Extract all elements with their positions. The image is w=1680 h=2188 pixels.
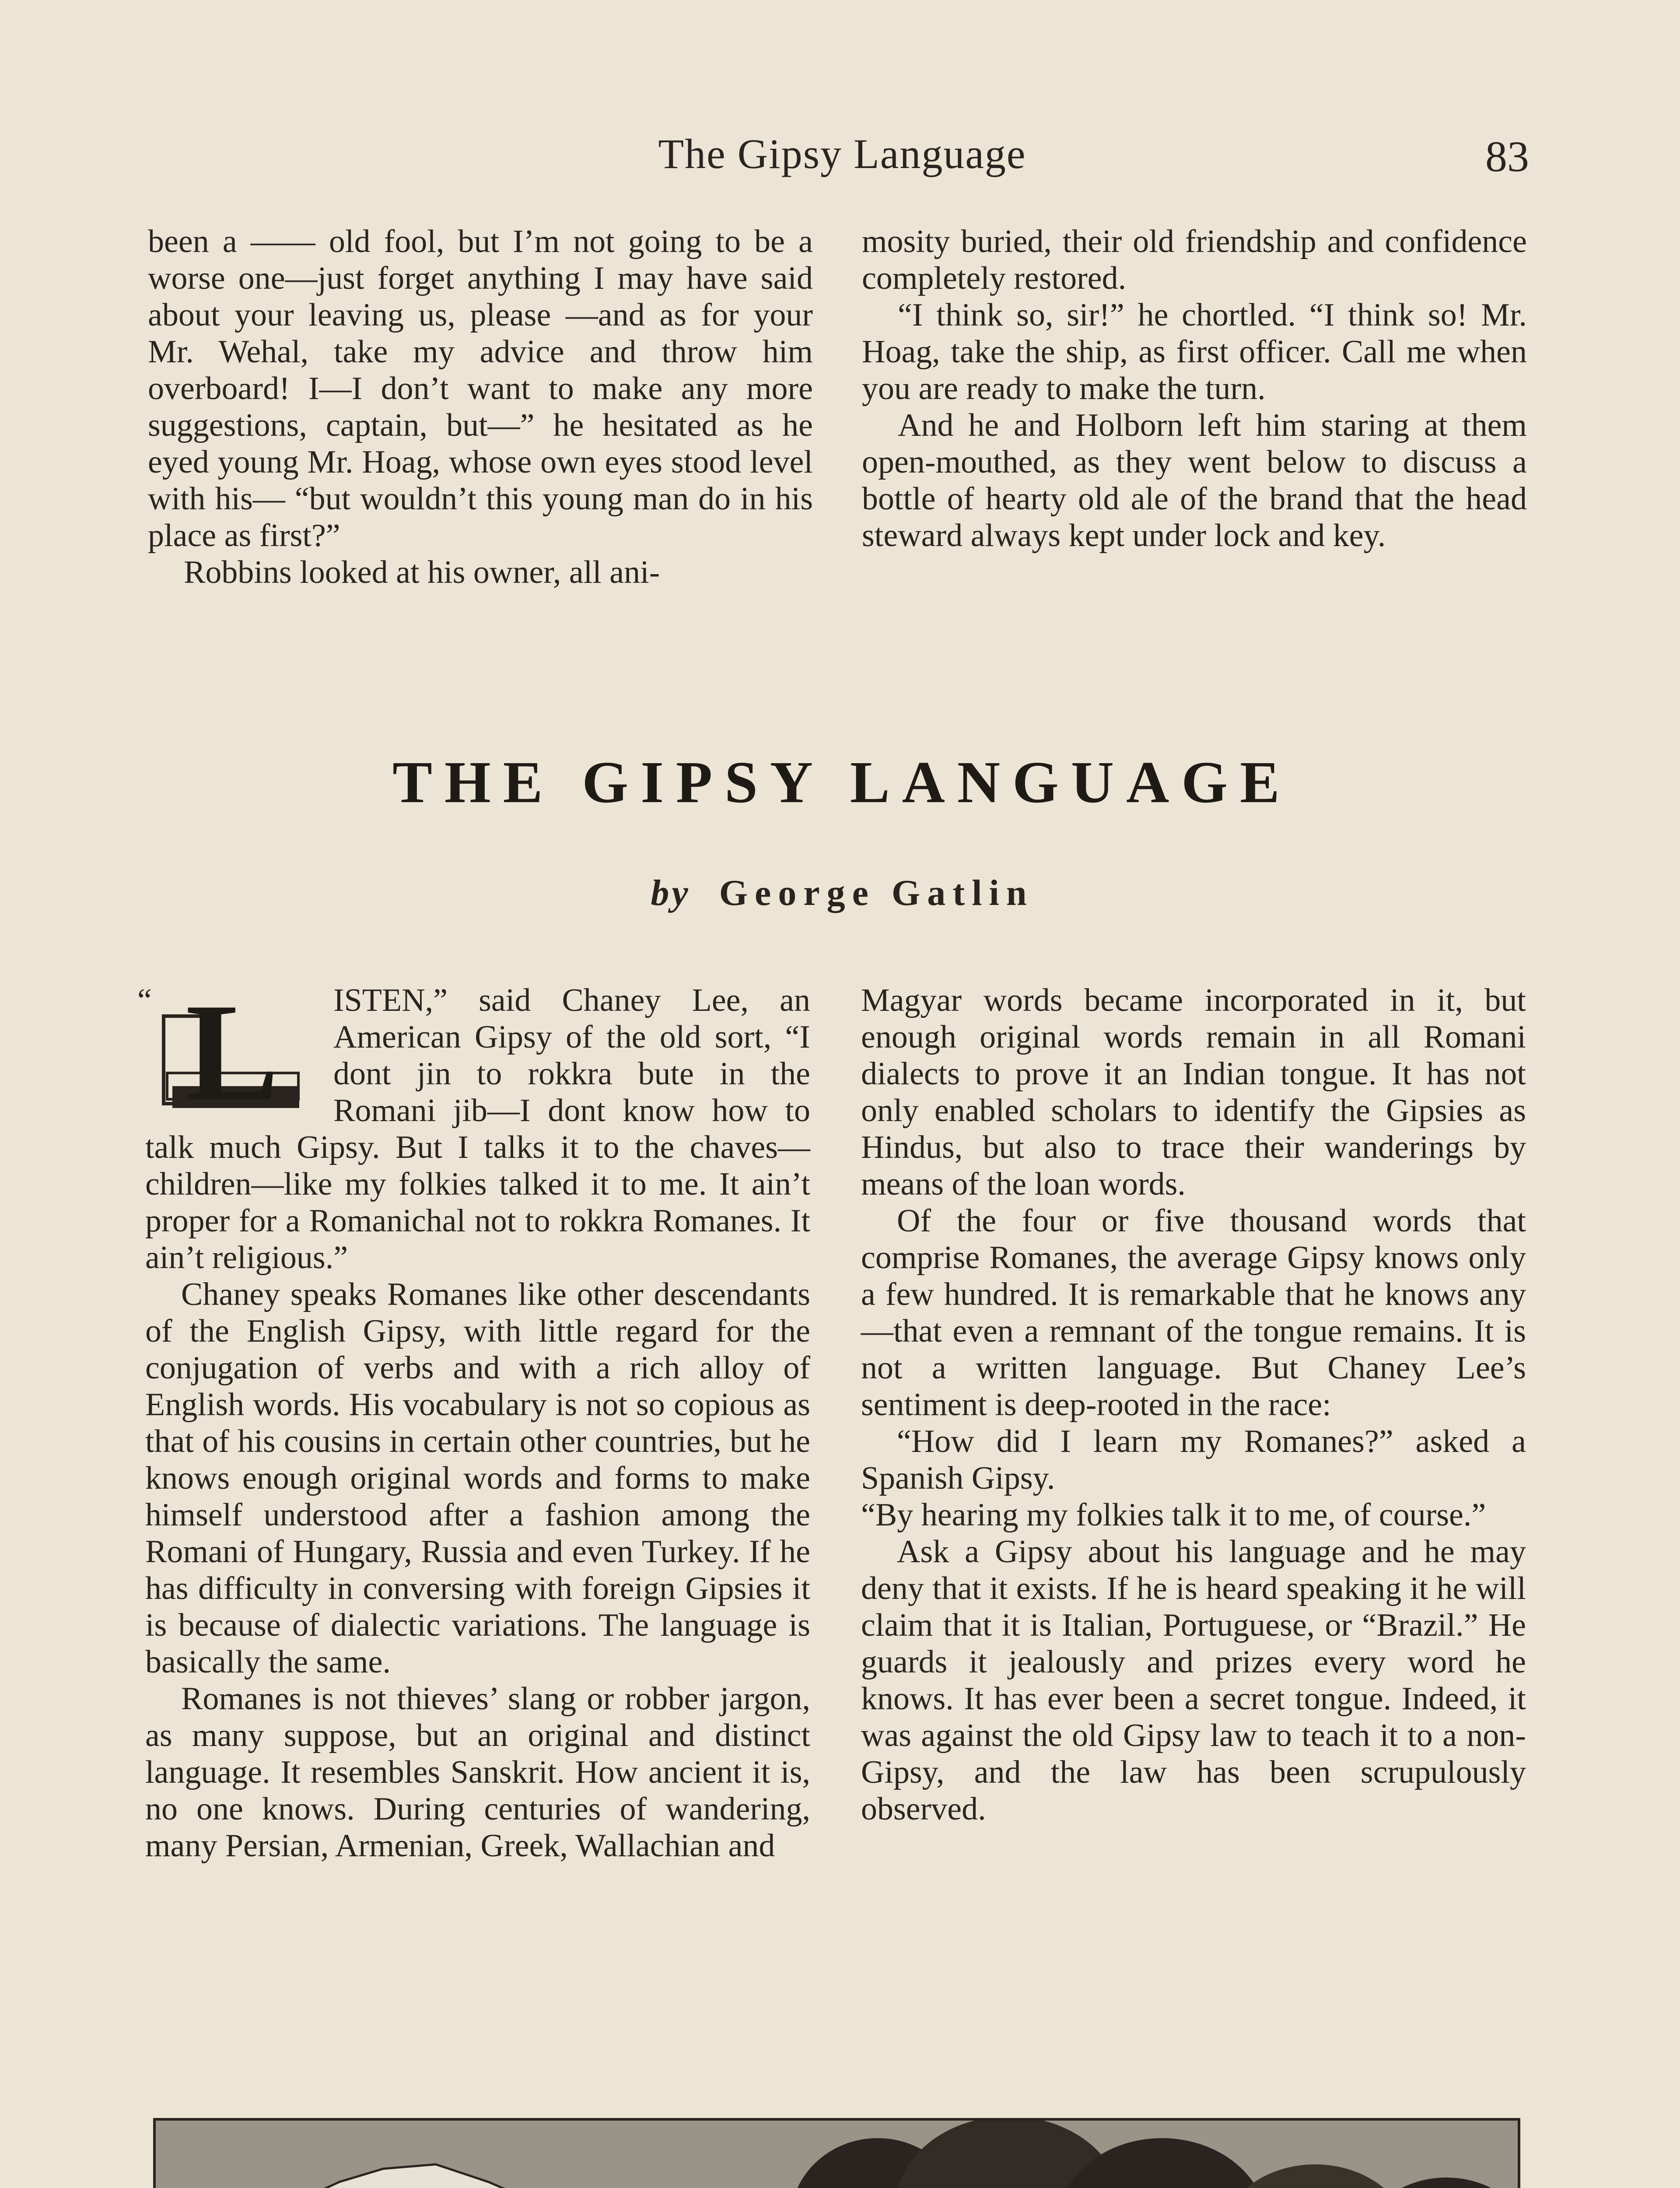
paragraph: mosity buried, their old friendship and confidence completely restored. xyxy=(862,224,1527,296)
paragraph: Ask a Gipsy about his language and he may deny that it exists. If he is heard speaking it he will claim that it is Italian, Portuguese, or “Brazil.” He guards it jealously and prizes every word he knows. It has ever been a secret tongue. Indeed, it was against the old Gipsy law to teach it to a non-Gipsy, and the law has been scrupulously observed. xyxy=(861,1534,1526,1827)
author-name: George Gatlin xyxy=(719,873,1034,913)
drop-cap-glyph: L xyxy=(186,985,279,1117)
page-number: 83 xyxy=(1485,132,1529,181)
paragraph: Of the four or five thousand words that comprise Romanes, the average Gipsy knows only a few hundred. It is remarkable that he knows any—that even a remnant of the tongue remains. It is not a written language. But Chaney Lee’s sentiment is deep-rooted in the race: xyxy=(861,1203,1526,1423)
open-quote: “ xyxy=(137,982,152,1018)
article-column-2 xyxy=(861,982,1526,1827)
article-title: THE GIPSY LANGUAGE xyxy=(392,750,1292,815)
byline xyxy=(149,872,1536,914)
article-column-1 xyxy=(137,982,810,1988)
byline-prefix: by xyxy=(651,873,691,913)
running-head: The Gipsy Language xyxy=(658,130,1026,177)
paragraph: “By hearing my folkies talk it to me, of course.” xyxy=(861,1497,1486,1533)
paragraph: been a —— old fool, but I’m not going to be a worse one—just forget anything I may have said about your leaving us, please —and as for your Mr. Wehal, take my advice and throw him overboard! I—I don’t want to make any more suggestions, captain, but—” he hesitated as he eyed young Mr. Hoag, whose own eyes stood level with his— “but wouldn’t this young man do in his place as first?” xyxy=(148,224,813,554)
paragraph: Chaney speaks Romanes like other descendants of the English Gipsy, with little regard for the conjugation of verbs and with a rich alloy of English words. His vocabulary is not so copious as that of his cousins in certain other countries, but he knows enough original words and forms to make himself understood after a fashion among the Romani of Hungary, Russia and even Turkey. If he has difficulty in conversing with foreign Gipsies it is because of dialectic variations. The language is basically the same. xyxy=(145,1276,810,1680)
landscape-illustration-icon xyxy=(156,2121,1518,2188)
drop-cap xyxy=(137,982,316,1117)
paragraph: Romanes is not thieves’ slang or robber jargon, as many suppose, but an original and distinct language. It resembles Sanskrit. How ancient it is, no one knows. During centuries of wandering, many Persian, Armenian, Greek, Wallachian and xyxy=(145,1681,810,1864)
previous-story-column-1 xyxy=(148,223,813,591)
drop-cap-letter-icon xyxy=(159,985,312,1117)
paragraph: “I think so, sir!” he chortled. “I think so! Mr. Hoag, take the ship, as first officer. Call me when you are ready to make the turn. xyxy=(862,297,1527,407)
paragraph: Robbins looked at his owner, all ani- xyxy=(184,554,660,590)
paragraph: Magyar words became incorporated in it, but enough original words remain in all Romani dialects to prove it an Indian tongue. It has not only enabled scholars to identify the Gipsies as Hindus, but also to trace their wanderings by means of the loan words. xyxy=(861,982,1526,1202)
landscape-illustration xyxy=(153,2118,1520,2188)
paragraph: And he and Holborn left him staring at them open-mouthed, as they went below to discuss a bottle of hearty old ale of the brand that the head steward always kept under lock and key. xyxy=(862,407,1527,554)
paragraph: “How did I learn my Romanes?” asked a Spanish Gipsy. xyxy=(861,1424,1526,1496)
previous-story-column-2 xyxy=(862,223,1527,554)
paragraph: ISTEN,” said Chaney Lee, an American Gipsy of the old sort, “I dont jin to rokkra bute in the Romani jib—I dont know how to talk much Gipsy. But I talks it to the chaves—children—like my folkies talked it to me. It ain’t proper for a Romanichal not to rokkra Romanes. It ain’t religious.” xyxy=(145,982,810,1276)
